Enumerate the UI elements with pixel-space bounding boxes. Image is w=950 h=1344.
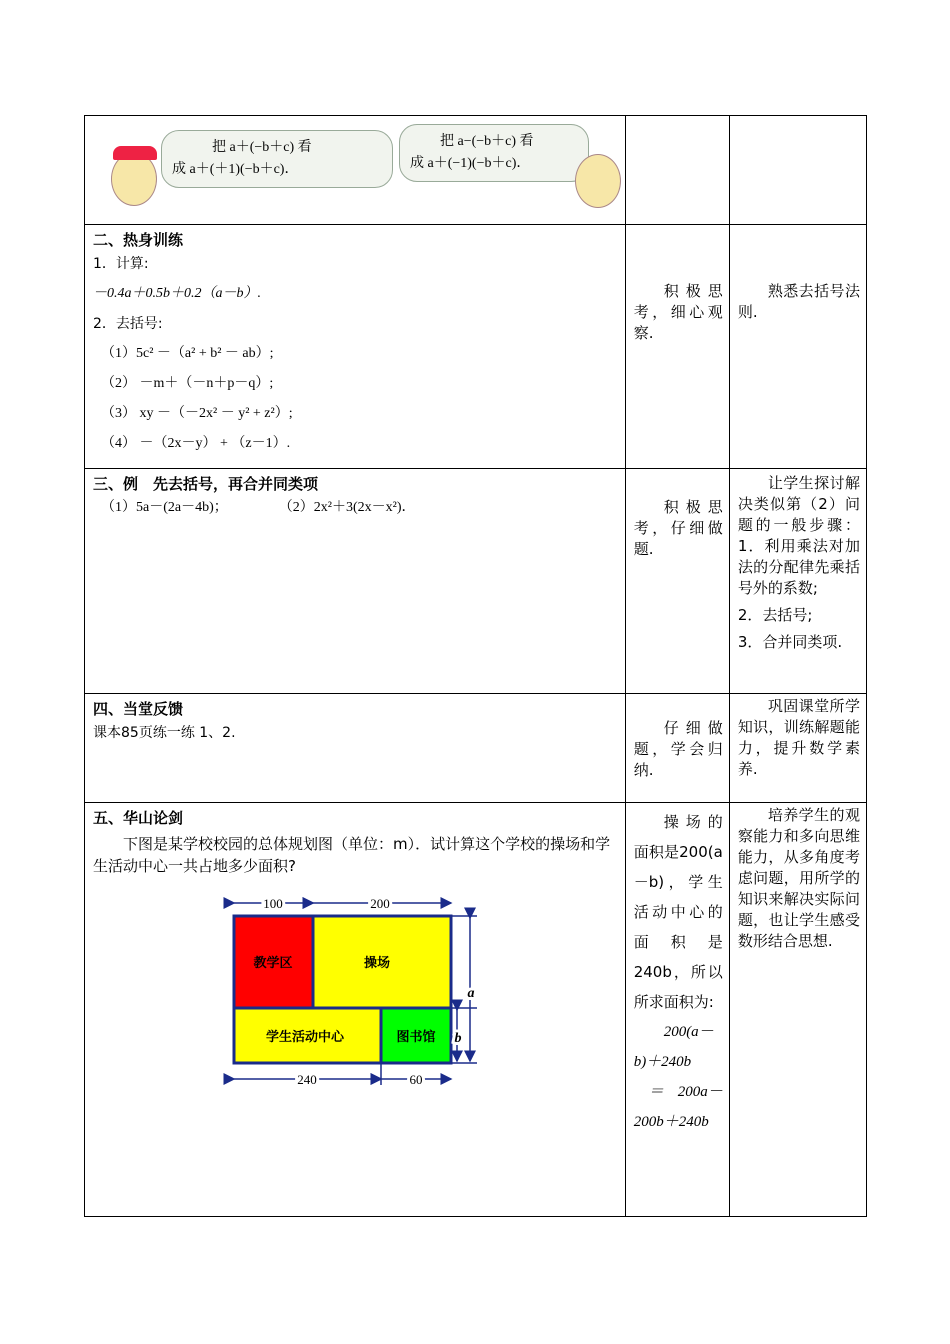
- label-teaching-area: 教学区: [253, 956, 293, 971]
- warmup-item-3: （3） xy －（－2x² － y² + z²）;: [101, 406, 293, 421]
- huashan-title: 五、华山论剑: [93, 809, 184, 827]
- feedback-student-cell: [625, 694, 729, 803]
- example-intent-step2: 2．去括号;: [737, 606, 813, 624]
- feedback-title: 四、当堂反馈: [93, 700, 184, 718]
- feedback-content-cell: [85, 694, 626, 803]
- dim-label-100: 100: [263, 896, 283, 911]
- huashan-student-cell: [625, 803, 729, 1217]
- example-intent-step3: 3．合并同类项.: [737, 633, 843, 651]
- example-student-cell: [625, 469, 729, 694]
- warmup-item-4: （4） －（2x－y） + （z－1）.: [101, 436, 291, 451]
- cartoon-intent-cell: [729, 116, 866, 225]
- label-activity-center: 学生活动中心: [265, 1030, 345, 1045]
- cartoon-student-cell: [625, 116, 729, 225]
- campus-plan-diagram: [85, 893, 625, 1093]
- example-title: 三、例 先去括号，再合并同类项: [93, 475, 319, 493]
- example-student-activity: 积极思考，仔细做题.: [633, 498, 723, 558]
- cartoon-cell: [85, 116, 626, 225]
- feedback-intent-cell: [729, 694, 866, 803]
- dim-label-240: 240: [297, 1072, 317, 1087]
- huashan-content-cell: [85, 803, 626, 1217]
- bubble-left-line1: 把 a＋(−b＋c) 看: [212, 140, 312, 155]
- label-library: 图书馆: [396, 1030, 436, 1045]
- example-intent-cell: [729, 469, 866, 694]
- example-content-cell: [85, 469, 626, 694]
- dim-label-200: 200: [370, 896, 390, 911]
- example-intent-steps: 让学生探讨解决类似第（2）问题的一般步骤：1．利用乘法对加法的分配律先乘括号外的系数;: [737, 474, 860, 597]
- dim-label-b: b: [454, 1031, 462, 1046]
- speech-bubble-right: [399, 124, 589, 182]
- warmup-student-cell: [625, 225, 729, 469]
- warmup-item-1: （1）5c² －（a² + b² － ab）;: [101, 346, 274, 361]
- warmup-content-cell: [85, 225, 626, 469]
- dim-label-60: 60: [409, 1072, 423, 1087]
- warmup-intent: 熟悉去括号法则.: [737, 282, 860, 321]
- cartoon-girl-face-right: [575, 154, 621, 208]
- warmup-q1-label: 1．计算:: [93, 256, 149, 272]
- cartoon-boy-face-left: [111, 152, 157, 206]
- huashan-student-reasoning: 操场的面积是200(a－b)，学生活动中心的面积是240b，所以所求面积为:: [633, 813, 723, 1011]
- huashan-row: [85, 803, 867, 1217]
- warmup-q1-expr: －0.4a＋0.5b＋0.2（a－b）.: [93, 286, 261, 301]
- example-row: [85, 469, 867, 694]
- feedback-text: 课本85页练一练 1、2.: [93, 725, 236, 741]
- warmup-student-activity: 积极思考，细心观察.: [633, 282, 723, 342]
- bubble-right-line1: 把 a−(−b＋c) 看: [440, 134, 534, 149]
- cartoon-row: [85, 116, 867, 225]
- warmup-title: 二、热身训练: [93, 231, 184, 249]
- huashan-problem-text: 下图是某学校校园的总体规划图（单位：m）．试计算这个学校的操场和学生活动中心一共占地多少面积?: [93, 835, 611, 875]
- bubble-right-line2: 成 a＋(−1)(−b＋c)．: [410, 156, 531, 171]
- feedback-row: [85, 694, 867, 803]
- huashan-intent-cell: [729, 803, 866, 1217]
- huashan-intent: 培养学生的观察能力和多向思维能力，从多角度考虑问题，用所学的知识来解决实际问题，也让学生感受数形结合思想.: [737, 806, 860, 950]
- warmup-q2-label: 2．去括号:: [93, 316, 163, 332]
- warmup-row: [85, 225, 867, 469]
- speech-bubble-left: [161, 130, 393, 188]
- bubble-left-line2: 成 a＋(＋1)(−b＋c)．: [172, 162, 299, 177]
- lesson-plan-table: [84, 115, 867, 1217]
- feedback-student-activity: 仔细做题，学会归纳.: [633, 719, 723, 779]
- dim-label-a: a: [467, 986, 475, 1001]
- warmup-item-2: （2） －m＋（－n＋p－q）;: [101, 376, 274, 391]
- example-q1: （1）5a－(2a－4b)；: [101, 500, 228, 515]
- label-playground: 操场: [363, 956, 391, 971]
- cartoon-hair-icon: [113, 146, 157, 160]
- huashan-student-formula-2: ＝200a－200b＋240b: [633, 1084, 723, 1130]
- feedback-intent: 巩固课堂所学知识，训练解题能力，提升数学素养.: [737, 697, 860, 778]
- huashan-student-formula-1: 200(a－b)＋240b: [633, 1024, 714, 1070]
- warmup-intent-cell: [729, 225, 866, 469]
- example-q2: （2）2x²＋3(2x－x²)．: [278, 500, 416, 515]
